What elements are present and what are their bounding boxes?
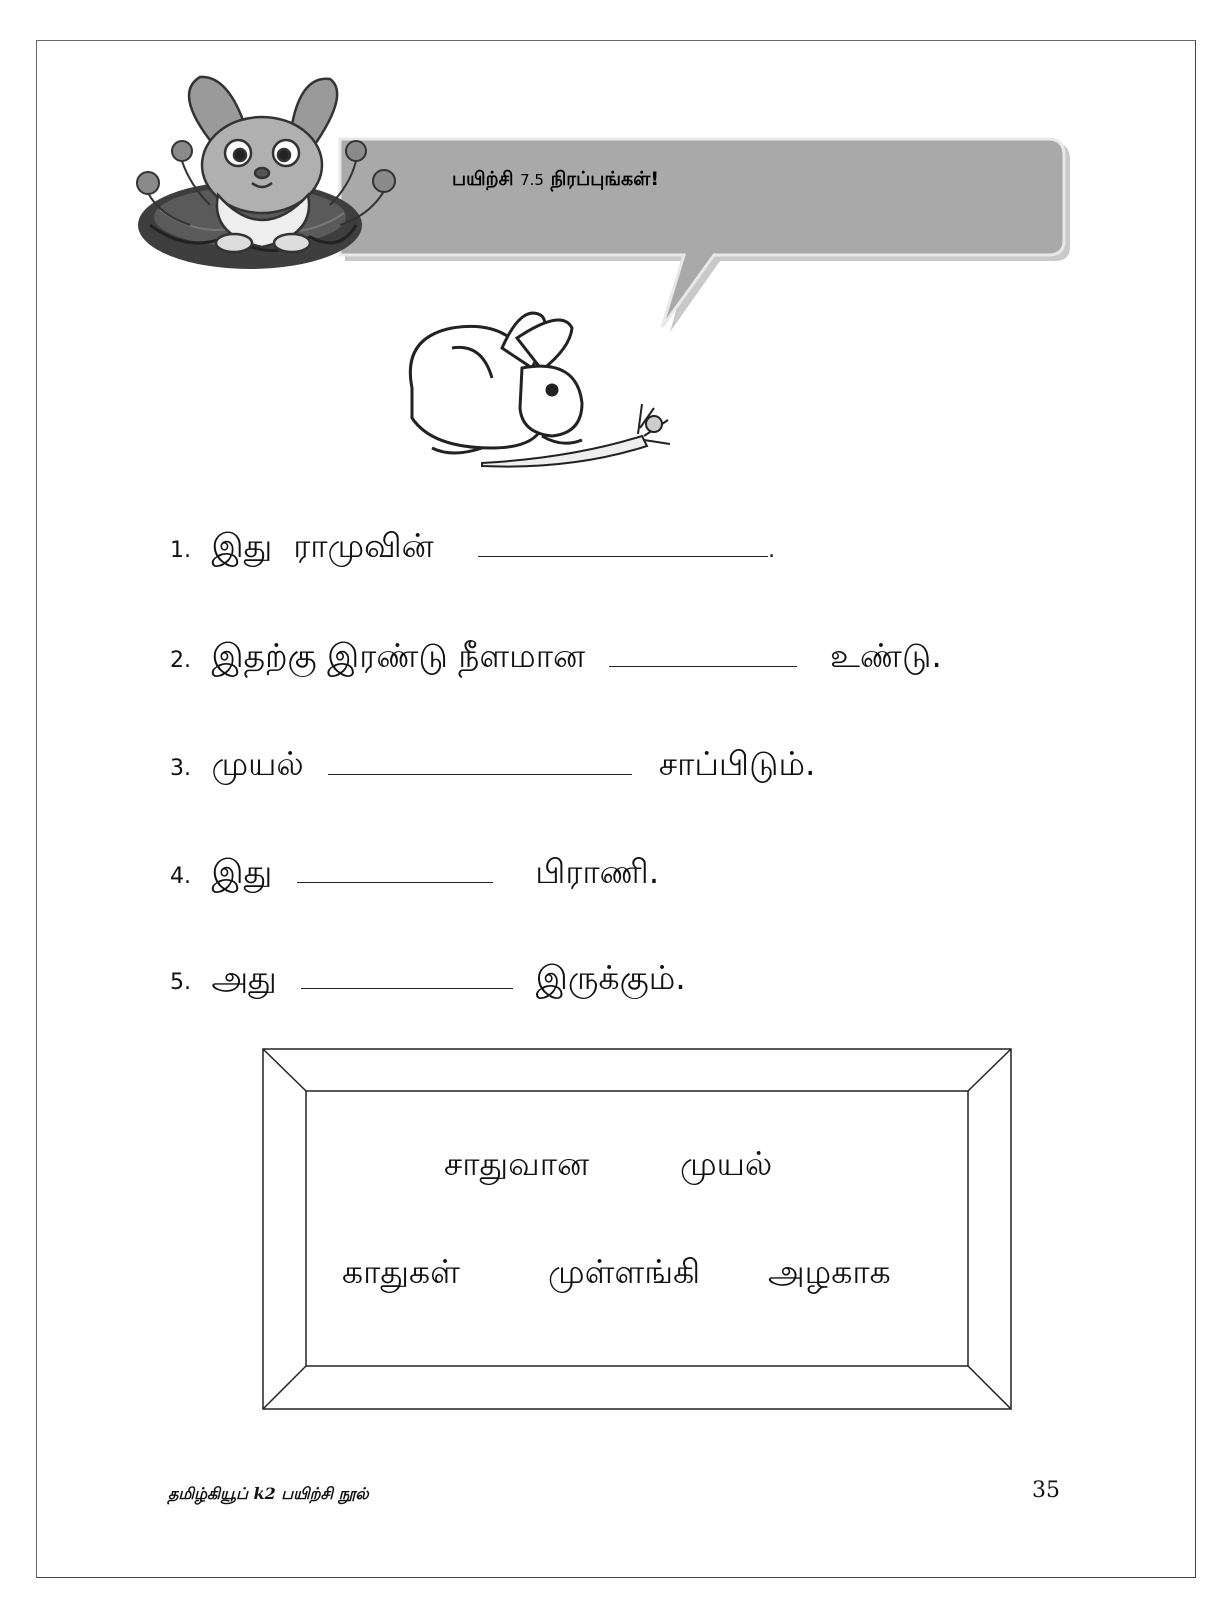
- question-suffix: .: [768, 538, 776, 563]
- exercise-prefix: பயிற்சி: [452, 168, 514, 190]
- question-number: 3.: [170, 756, 191, 781]
- word-option[interactable]: முயல்: [680, 1144, 773, 1183]
- book-title: தமிழ்கியூப் k2 பயிற்சி நூல்: [168, 1484, 369, 1503]
- speech-bubble: [340, 139, 1064, 327]
- page-number: 35: [1032, 1478, 1060, 1503]
- question-4: [170, 852, 659, 902]
- word-box-frame: [262, 1048, 1012, 1410]
- exercise-title: [452, 168, 659, 193]
- question-text: முயல்: [211, 744, 304, 783]
- exercise-number: 7.5: [520, 171, 544, 189]
- question-number: 1.: [170, 538, 191, 563]
- question-number: 5.: [170, 970, 191, 995]
- word-option[interactable]: காதுகள்: [342, 1252, 460, 1291]
- question-number: 2.: [170, 648, 191, 673]
- header-illustration: [130, 75, 1100, 345]
- question-5: [170, 958, 686, 1008]
- question-text: இது ராமுவின்: [211, 526, 434, 565]
- word-option[interactable]: சாதுவான: [444, 1144, 589, 1183]
- exercise-heading: நிரப்புங்கள்!: [550, 168, 659, 190]
- question-3: [170, 744, 816, 794]
- question-suffix: இருக்கும்.: [535, 958, 686, 997]
- rabbit-carrot-illustration: [392, 308, 682, 478]
- question-suffix: பிராணி.: [535, 852, 660, 891]
- question-text: இது: [211, 852, 273, 891]
- question-text: இதற்கு இரண்டு நீளமான: [211, 636, 585, 675]
- question-suffix: உண்டு.: [829, 636, 942, 675]
- answer-blank[interactable]: [297, 880, 493, 883]
- word-option[interactable]: அழகாக: [768, 1252, 891, 1291]
- question-suffix: சாப்பிடும்.: [658, 744, 816, 783]
- answer-blank[interactable]: [328, 772, 632, 775]
- rabbit-icon: [410, 313, 582, 453]
- answer-blank[interactable]: [609, 664, 797, 667]
- question-2: [170, 636, 942, 686]
- question-number: 4.: [170, 864, 191, 889]
- word-option[interactable]: முள்ளங்கி: [548, 1252, 701, 1291]
- answer-blank[interactable]: [301, 986, 513, 989]
- answer-blank[interactable]: [478, 554, 768, 557]
- question-text: அது: [211, 958, 277, 997]
- question-1: [170, 526, 775, 576]
